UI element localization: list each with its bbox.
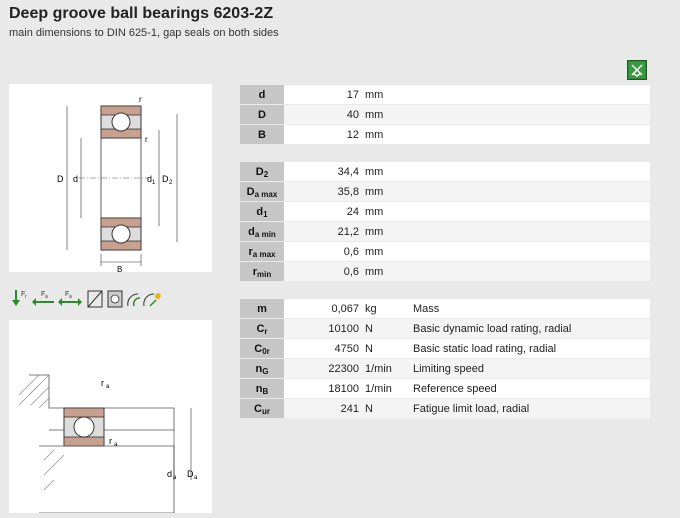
row-symbol: C0r — [240, 339, 284, 359]
row-unit: mm — [362, 182, 413, 202]
row-description: Limiting speed — [413, 359, 650, 379]
label-ra-bottom-sub: a — [114, 442, 118, 448]
label-d1: d — [147, 174, 153, 184]
row-symbol: d — [240, 85, 284, 105]
table-row — [240, 339, 650, 359]
feature-icon-row — [10, 288, 210, 310]
row-value: 0,6 — [284, 242, 362, 262]
label-d1-sub: 1 — [152, 180, 156, 186]
fa1-sub: a — [45, 294, 48, 300]
row-symbol: D2 — [240, 162, 284, 182]
row-description — [413, 85, 650, 105]
row-unit: mm — [362, 242, 413, 262]
row-unit: mm — [362, 85, 413, 105]
table-row — [240, 105, 650, 125]
label-B: B — [117, 265, 123, 272]
row-symbol: ra max — [240, 242, 284, 262]
row-unit: 1/min — [362, 379, 413, 399]
row-symbol: m — [240, 299, 284, 319]
speed-icon — [128, 294, 140, 306]
label-ra-top: r — [101, 378, 104, 388]
row-unit: mm — [362, 202, 413, 222]
row-description: Reference speed — [413, 379, 650, 399]
radial-load-icon — [12, 290, 27, 306]
row-description: Mass — [413, 299, 650, 319]
axial-load-left-icon — [32, 291, 54, 306]
row-value: 10100 — [284, 319, 362, 339]
row-symbol: nG — [240, 359, 284, 379]
label-r-top: r — [139, 95, 142, 104]
fa2-sub: a — [69, 294, 72, 300]
row-unit: N — [362, 399, 413, 419]
label-d: d — [73, 174, 79, 184]
fa2-label: F — [65, 291, 70, 298]
table-row — [240, 299, 650, 319]
label-da-sub: a — [173, 475, 177, 481]
row-unit: N — [362, 319, 413, 339]
row-description: Basic dynamic load rating, radial — [413, 319, 650, 339]
table-row — [240, 85, 650, 105]
row-symbol: nB — [240, 379, 284, 399]
table-row — [240, 125, 650, 145]
row-unit: mm — [362, 162, 413, 182]
row-value: 0,6 — [284, 262, 362, 282]
row-description — [413, 182, 650, 202]
label-ra-top-sub: a — [106, 384, 110, 390]
row-unit: mm — [362, 105, 413, 125]
row-symbol: d1 — [240, 202, 284, 222]
row-value: 35,8 — [284, 182, 362, 202]
bearing-drawing — [9, 84, 212, 272]
table-row — [240, 162, 650, 182]
label-ra-bottom: r — [109, 436, 112, 446]
table-row — [240, 399, 650, 419]
load-ratings-table — [240, 299, 650, 419]
label-r-right: r — [145, 135, 148, 144]
row-unit: N — [362, 339, 413, 359]
row-value: 40 — [284, 105, 362, 125]
table-row — [240, 222, 650, 242]
row-value: 18100 — [284, 379, 362, 399]
row-symbol: Cur — [240, 399, 284, 419]
row-symbol: D — [240, 105, 284, 125]
row-description — [413, 202, 650, 222]
row-symbol: Cr — [240, 319, 284, 339]
row-unit: mm — [362, 262, 413, 282]
row-description — [413, 222, 650, 242]
pdf-download-icon[interactable] — [627, 60, 647, 80]
table-row — [240, 182, 650, 202]
row-value: 0,067 — [284, 299, 362, 319]
row-description: Fatigue limit load, radial — [413, 399, 650, 419]
fa1-label: F — [41, 291, 46, 298]
fr-label: F — [21, 291, 26, 298]
label-D2: D — [162, 174, 169, 184]
row-description — [413, 125, 650, 145]
table-row — [240, 242, 650, 262]
table-row — [240, 379, 650, 399]
row-value: 4750 — [284, 339, 362, 359]
page-subtitle: main dimensions to DIN 625-1, gap seals on both sides — [9, 27, 279, 39]
row-value: 241 — [284, 399, 362, 419]
row-value: 22300 — [284, 359, 362, 379]
label-D: D — [57, 174, 64, 184]
row-symbol: Da max — [240, 182, 284, 202]
row-value: 34,4 — [284, 162, 362, 182]
row-description — [413, 105, 650, 125]
label-Da: D — [187, 469, 194, 479]
misalignment-icon — [88, 291, 102, 307]
temperature-icon — [144, 293, 161, 306]
row-symbol: B — [240, 125, 284, 145]
row-unit: mm — [362, 125, 413, 145]
row-unit: 1/min — [362, 359, 413, 379]
axial-load-both-icon — [58, 291, 82, 306]
row-description — [413, 262, 650, 282]
row-description — [413, 242, 650, 262]
table-row — [240, 319, 650, 339]
row-description — [413, 162, 650, 182]
sealed-icon — [108, 291, 122, 307]
row-value: 21,2 — [284, 222, 362, 242]
page-title: Deep groove ball bearings 6203-2Z — [9, 5, 274, 22]
row-unit: kg — [362, 299, 413, 319]
row-unit: mm — [362, 222, 413, 242]
label-Da-sub: a — [194, 475, 198, 481]
label-D2-sub: 2 — [169, 180, 173, 186]
fr-sub: r — [25, 294, 27, 300]
main-dimensions-table — [240, 85, 650, 145]
label-da: d — [167, 469, 173, 479]
table-row — [240, 202, 650, 222]
row-value: 12 — [284, 125, 362, 145]
row-value: 17 — [284, 85, 362, 105]
table-row — [240, 262, 650, 282]
row-symbol: da min — [240, 222, 284, 242]
row-symbol: rmin — [240, 262, 284, 282]
row-description: Basic static load rating, radial — [413, 339, 650, 359]
row-value: 24 — [284, 202, 362, 222]
table-row — [240, 359, 650, 379]
mounting-drawing — [9, 320, 212, 513]
additional-dimensions-table — [240, 162, 650, 282]
